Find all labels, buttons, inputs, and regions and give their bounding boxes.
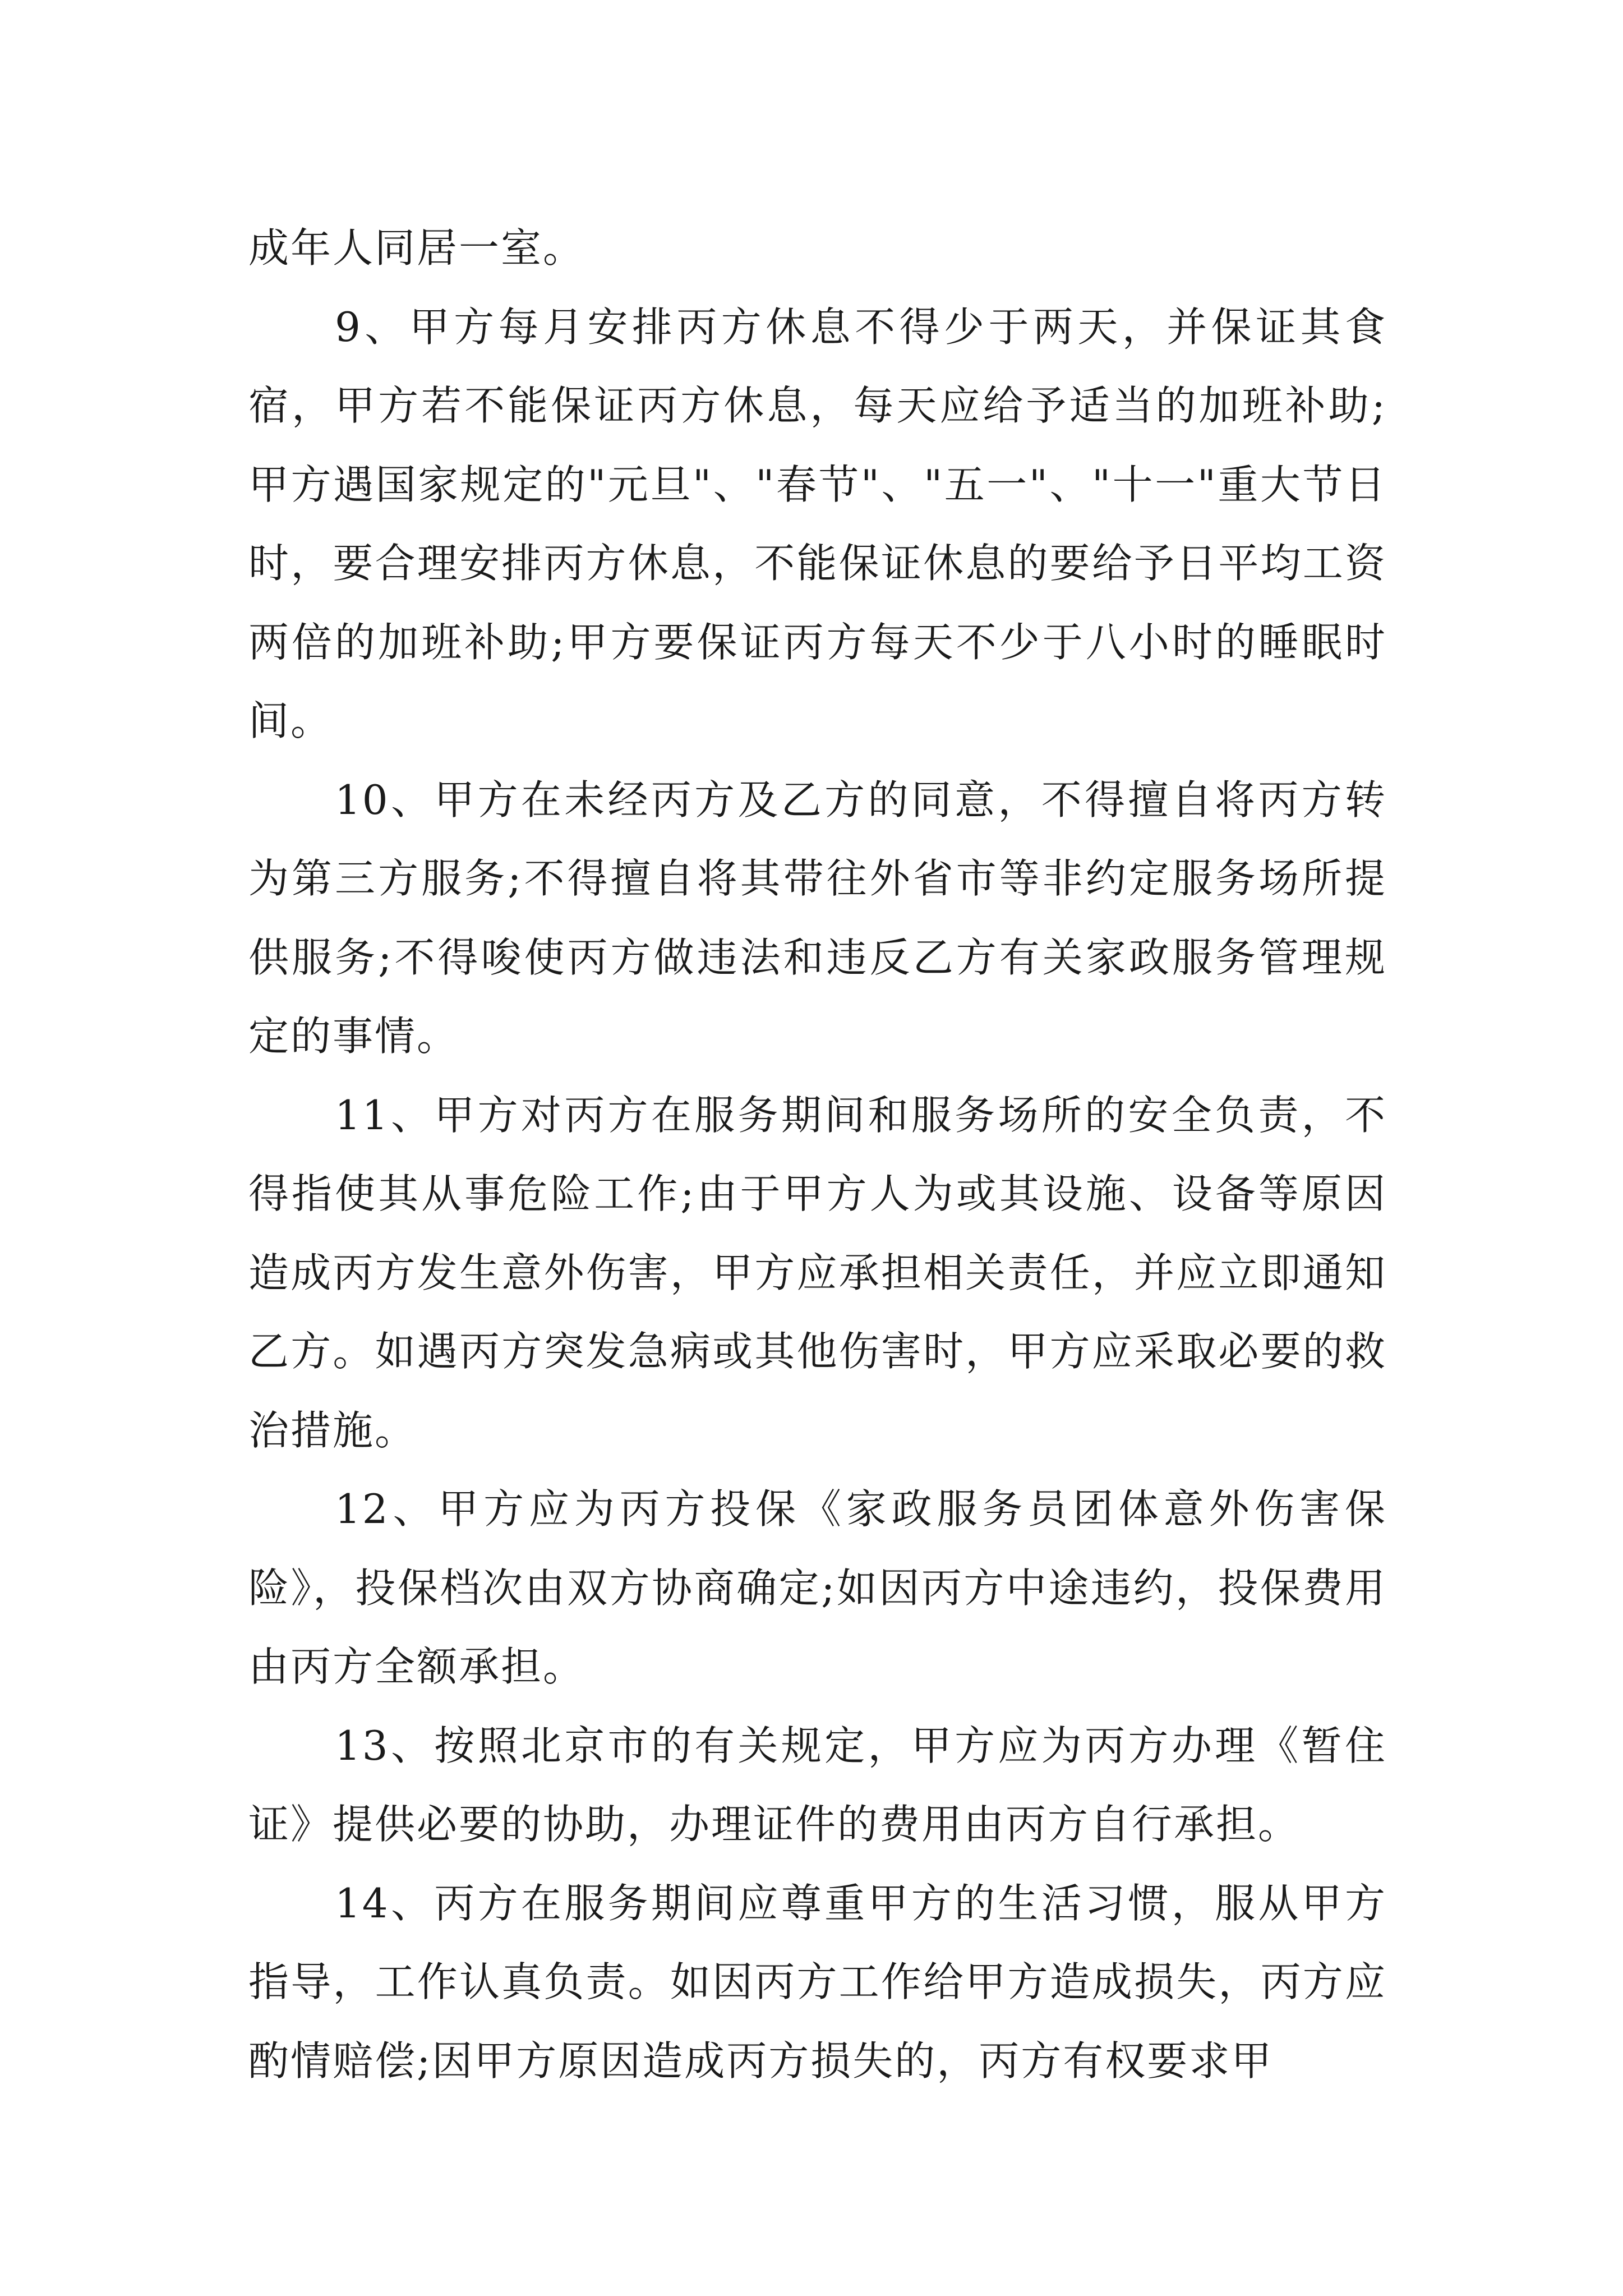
paragraph-clause-13: 13、按照北京市的有关规定，甲方应为丙方办理《暂住证》提供必要的协助，办理证件的费用由丙方自行承担。 xyxy=(248,1722,1387,1848)
paragraph-clause-12: 12、甲方应为丙方投保《家政服务员团体意外伤害保险》，投保档次由双方协商确定;如因丙方中途违约，投保费用由丙方全额承担。 xyxy=(248,1485,1387,1690)
document-body xyxy=(248,209,1387,2100)
paragraph-clause-9: 9、甲方每月安排丙方休息不得少于两天，并保证其食宿，甲方若不能保证丙方休息，每天应给予适当的加班补助;甲方遇国家规定的"元旦"、"春节"、"五一"、"十一"重大节日时，要合理安排丙方休息，不能保证休息的要给予日平均工资两倍的加班补助;甲方要保证丙方每天不少于八小时的睡眠时间。 xyxy=(248,303,1387,744)
paragraph-clause-10: 10、甲方在未经丙方及乙方的同意，不得擅自将丙方转为第三方服务;不得擅自将其带往外省市等非约定服务场所提供服务;不得唆使丙方做违法和违反乙方有关家政服务管理规定的事情。 xyxy=(248,776,1387,1060)
paragraph-clause-11: 11、甲方对丙方在服务期间和服务场所的安全负责，不得指使其从事危险工作;由于甲方人为或其设施、设备等原因造成丙方发生意外伤害，甲方应承担相关责任，并应立即通知乙方。如遇丙方突发急病或其他伤害时，甲方应采取必要的救治措施。 xyxy=(248,1091,1387,1454)
paragraph-clause-14: 14、丙方在服务期间应尊重甲方的生活习惯，服从甲方指导，工作认真负责。如因丙方工作给甲方造成损失，丙方应酌情赔偿;因甲方原因造成丙方损失的，丙方有权要求甲 xyxy=(248,1879,1387,2085)
paragraph-continuation: 成年人同居一室。 xyxy=(248,224,585,272)
